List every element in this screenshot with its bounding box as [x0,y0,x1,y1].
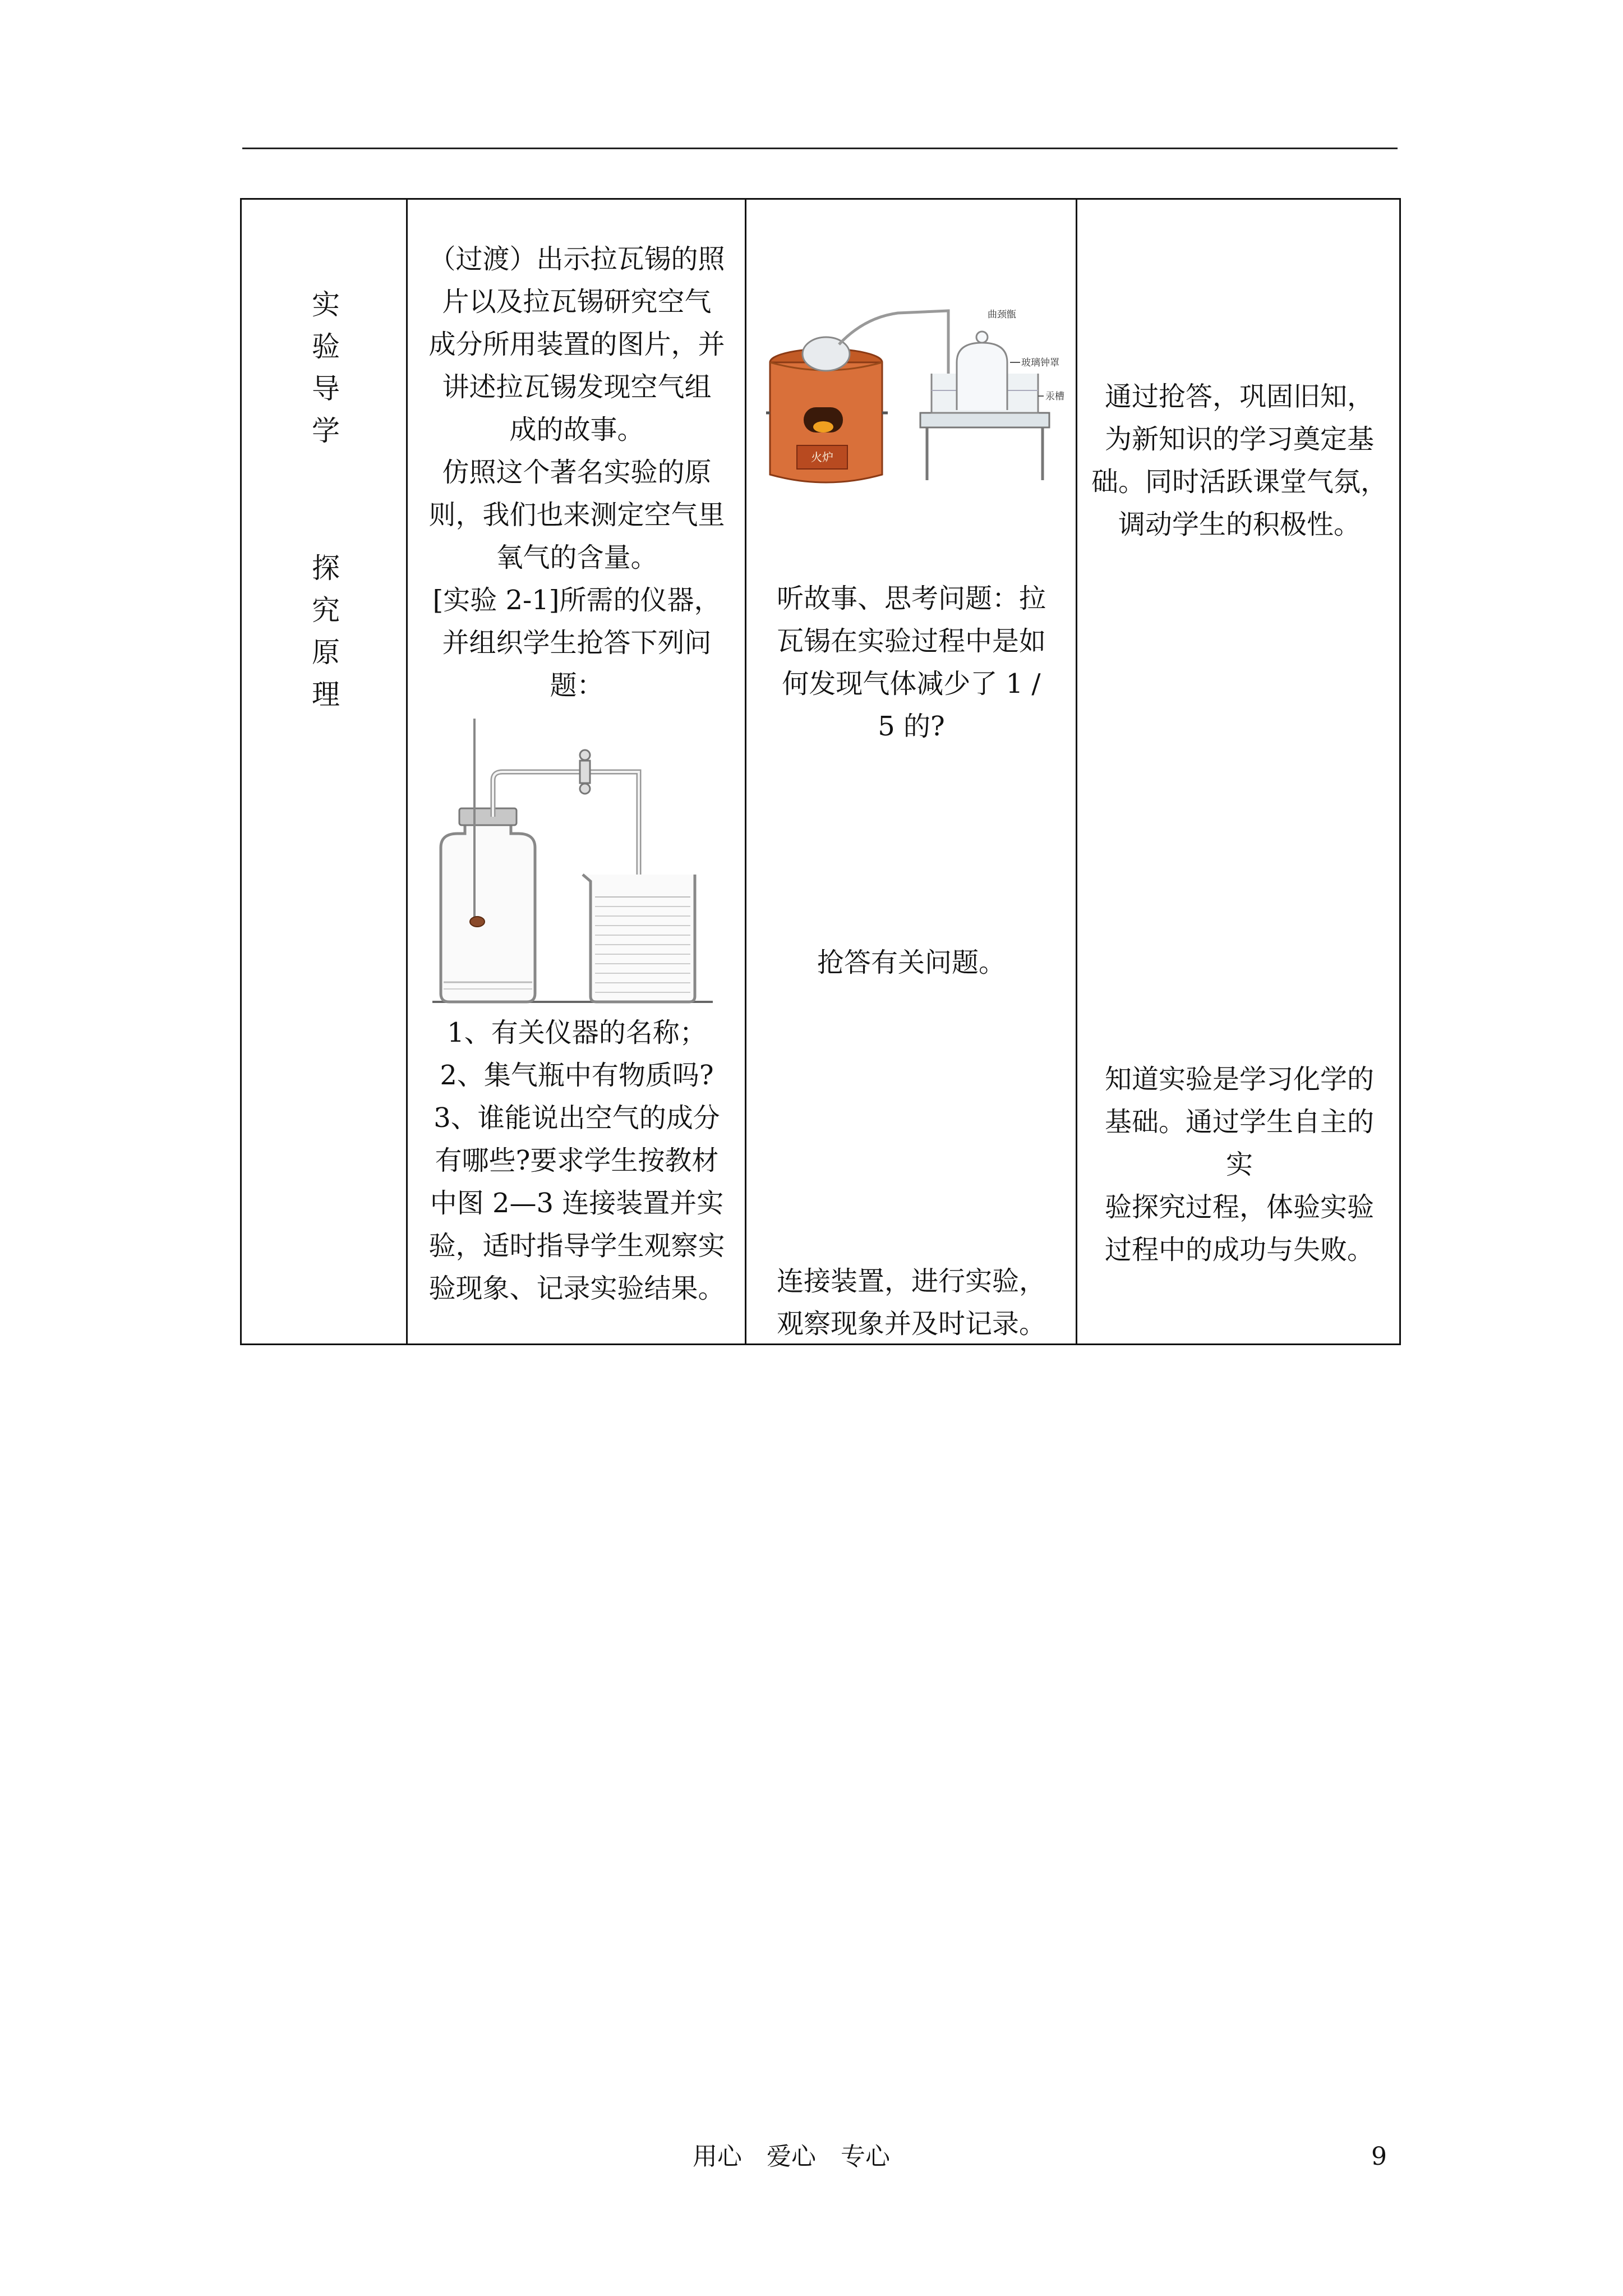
page-number: 9 [1371,2142,1387,2171]
stage-title-experiment-guide: 实 验 导 学 [312,288,340,447]
retort-label: 曲颈甑 [988,309,1016,320]
glass-bell-jar [957,332,1007,410]
teacher-questions-text: 1、有关仪器的名称； 2、集气瓶中有物质吗? 3、谁能说出空气的成分 有哪些?要求学生按教材 中图 2—3 连接装置并实 验，适时指导学生观察实 验现象、记录实验结果。 [428,1017,725,1304]
column-divider [1076,200,1077,1343]
red-phosphorus-sample [470,917,485,927]
spring-clip [580,750,590,794]
intent-experiment-text: 知道实验是学习化学的 基础。通过学生自主的 实 验探究过程，体验实验 过程中的成功与失败。 [1104,1064,1374,1266]
bell-jar-label: 玻璃钟罩 [1021,357,1059,369]
stage-title-explore-principle: 探 究 原 理 [312,552,340,711]
rubber-stopper [459,808,517,825]
oxygen-measurement-apparatus-figure [427,719,718,1013]
student-answer-text: 抢答有关问题。 [817,947,1006,978]
lesson-table [240,198,1401,1345]
teacher-activity-text: （过渡）出示拉瓦锡的照 片以及拉瓦锡研究空气 成分所用装置的图片，并 讲述拉瓦锡发现空气组 成的故事。 仿照这个著名实验的原 则，我们也来测定空气里 氧气的含量。 [实验 2-1]所需的仪器， 并组织学生抢答下列问 题： [428,243,725,701]
column-divider [406,200,408,1343]
gas-collecting-jar [441,808,535,1002]
beaker [583,875,695,1002]
student-listen-text: 听故事、思考问题：拉 瓦锡在实验过程中是如 何发现气体减少了 1 / 5 的? [776,583,1046,742]
header-rule [242,148,1398,149]
footer-slogan: 用心 爱心 专心 [693,2142,890,2171]
column-divider [745,200,746,1343]
lavoisier-apparatus-figure [763,306,1064,486]
student-experiment-text: 连接装置，进行实验， 观察现象并及时记录。 [776,1266,1046,1340]
furnace-label: 火炉 [811,450,833,464]
trough-label: 汞槽 [1045,391,1064,402]
intent-consolidate-text: 通过抢答，巩固旧知， 为新知识的学习奠定基 础。同时活跃课堂气氛， 调动学生的积极性。 [1091,381,1387,540]
